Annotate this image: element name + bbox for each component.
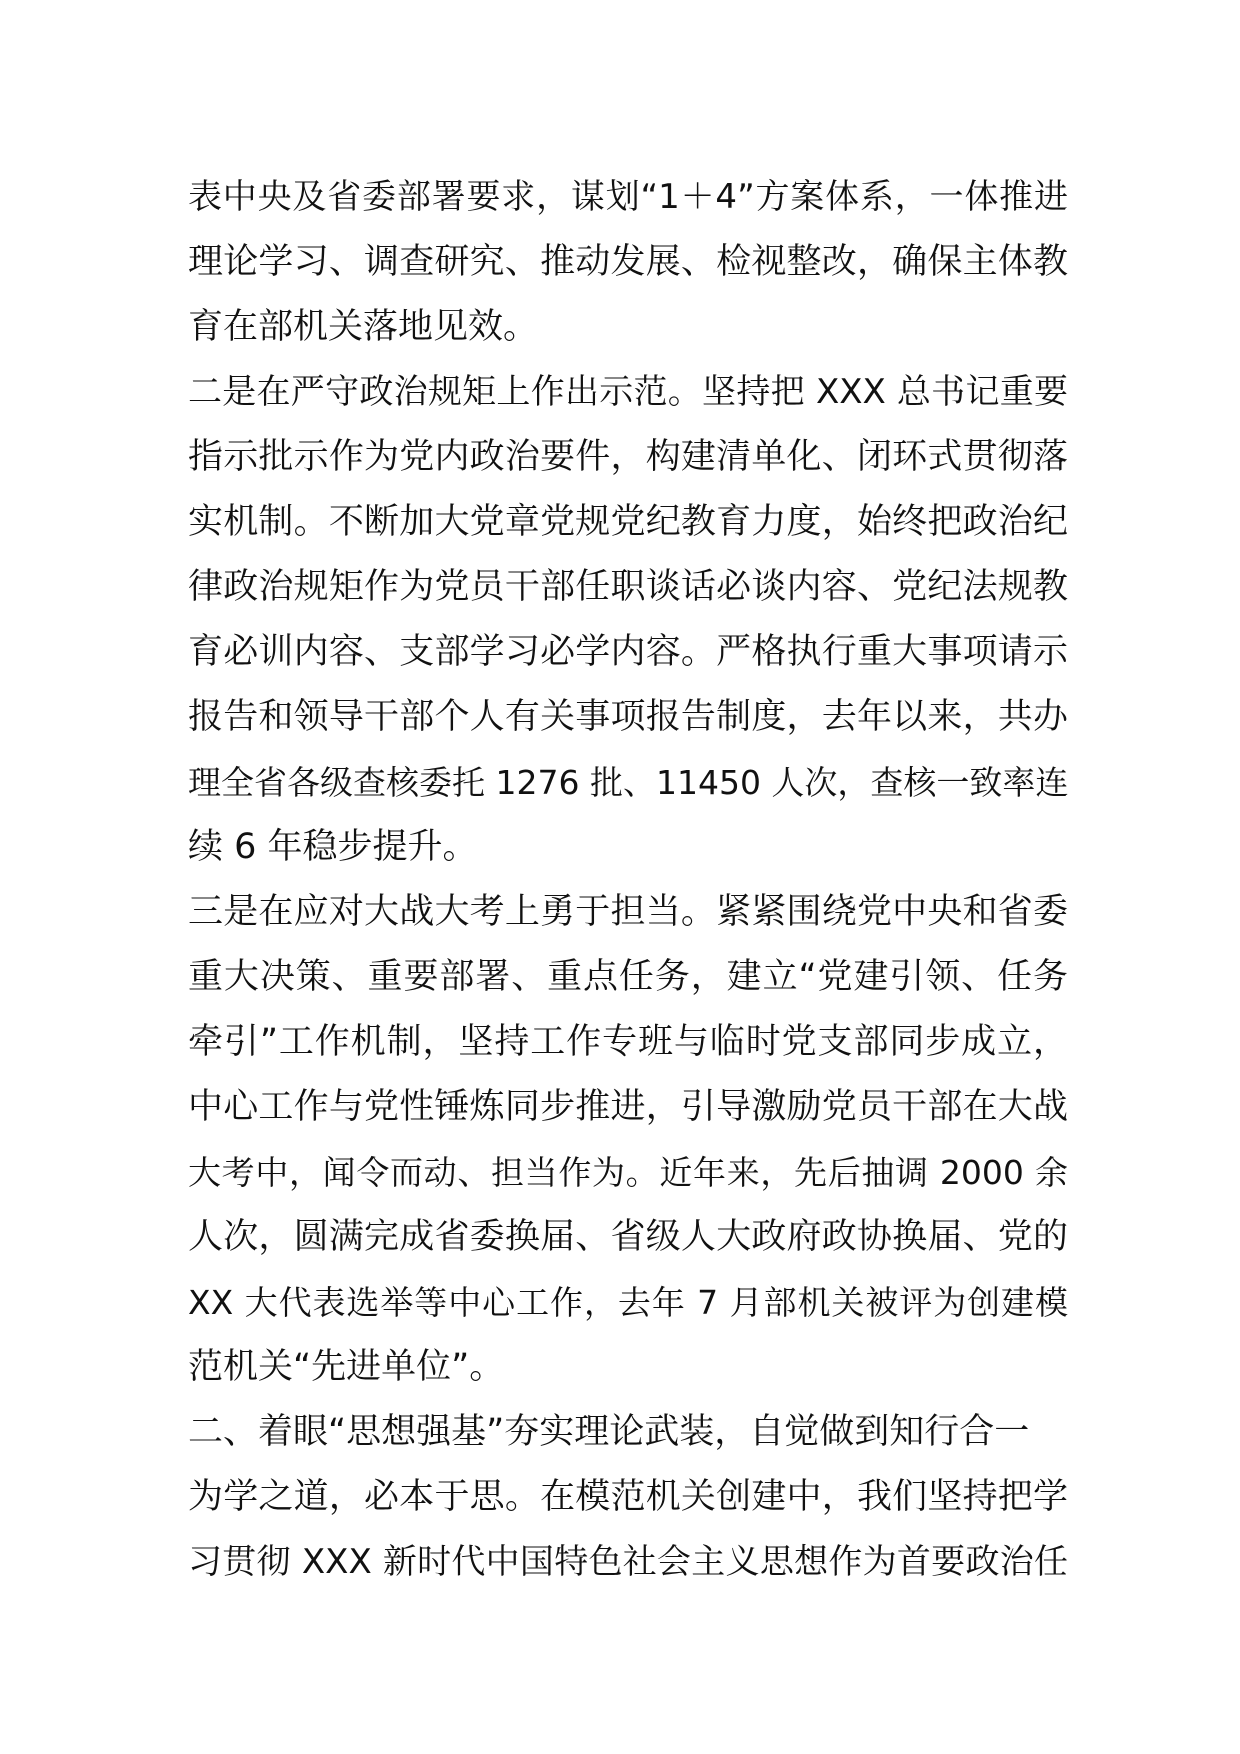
text-line: 报告和领导干部个人有关事项报告制度，去年以来，共办 [188,697,1068,737]
text-line: 二是在严守政治规矩上作出示范。坚持把 XXX 总书记重要 [188,372,1068,412]
text-line: 为学之道，必本于思。在模范机关创建中，我们坚持把学 [188,1477,1068,1517]
text-line: 牵引”工作机制，坚持工作专班与临时党支部同步成立， [188,1022,1068,1062]
section-heading: 二、着眼“思想强基”夯实理论武装，自觉做到知行合一 [188,1412,1030,1452]
text-line: 律政治规矩作为党员干部任职谈话必谈内容、党纪法规教 [188,567,1068,607]
text-line: 人次，圆满完成省委换届、省级人大政府政协换届、党的 [188,1217,1068,1257]
text-line: XX 大代表选举等中心工作，去年 7 月部机关被评为创建模 [188,1283,1068,1322]
text-line: 习贯彻 XXX 新时代中国特色社会主义思想作为首要政治任 [188,1542,1068,1582]
text-line: 大考中，闻令而动、担当作为。近年来，先后抽调 2000 余 [188,1153,1068,1192]
text-line: 理论学习、调查研究、推动发展、检视整改，确保主体教 [188,242,1068,282]
text-line: 重大决策、重要部署、重点任务，建立“党建引领、任务 [188,957,1068,997]
text-line: 中心工作与党性锤炼同步推进，引导激励党员干部在大战 [188,1087,1068,1127]
text-line: 育在部机关落地见效。 [188,307,539,347]
text-line: 实机制。不断加大党章党规党纪教育力度，始终把政治纪 [188,502,1068,542]
text-line: 育必训内容、支部学习必学内容。严格执行重大事项请示 [188,632,1068,672]
text-line: 表中央及省委部署要求，谋划“1＋4”方案体系，一体推进 [188,177,1068,217]
text-line: 续 6 年稳步提升。 [188,827,478,867]
document-body [188,165,1068,1595]
text-line: 指示批示作为党内政治要件，构建清单化、闭环式贯彻落 [188,437,1068,477]
text-line: 理全省各级查核委托 1276 批、11450 人次，查核一致率连 [188,763,1068,802]
text-line: 三是在应对大战大考上勇于担当。紧紧围绕党中央和省委 [188,892,1068,932]
text-line: 范机关“先进单位”。 [188,1347,505,1387]
